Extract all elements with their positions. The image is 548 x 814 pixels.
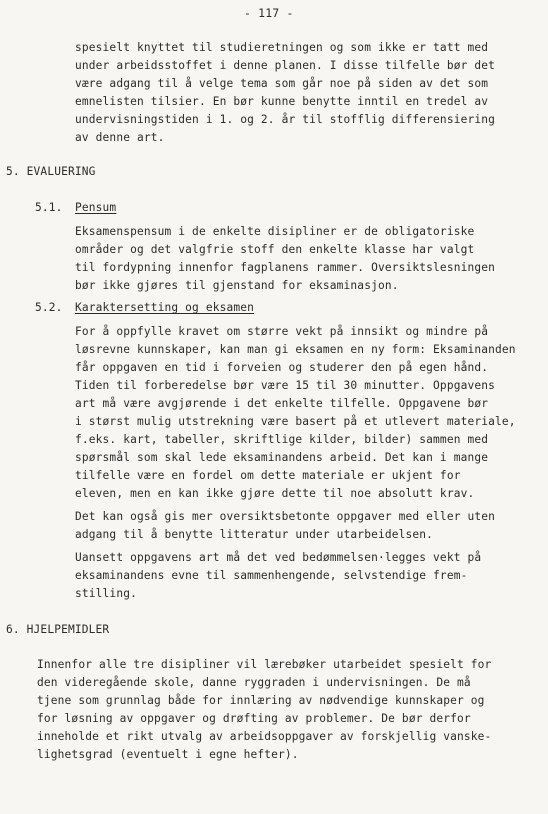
text-line: til fordypning innenfor fagplanens rammer. Oversiktslesningen <box>75 261 496 274</box>
section-heading-evaluering: 5. EVALUERING <box>6 165 96 178</box>
text-line: Uansett oppgavens art må det ved bedømmelsen·legges vekt på <box>75 551 482 564</box>
subsection-title-pensum: Pensum <box>75 201 117 214</box>
text-line: av denne art. <box>75 131 165 144</box>
page-number: - 117 - <box>244 6 294 20</box>
text-line: Eksamenspensum i de enkelte disipliner er de obligatoriske <box>75 225 475 238</box>
text-line: være adgang til å velge tema som går noe på siden av det som <box>75 77 489 90</box>
section-heading-hjelpemidler: 6. HJELPEMIDLER <box>6 623 110 636</box>
text-line: inneholde et rikt utvalg av arbeidsoppgaver av forskjellig vanske- <box>37 730 492 743</box>
text-line: Tiden til forberedelse bør være 15 til 30 minutter. Oppgavens <box>75 379 496 392</box>
subsection-title-karaktersetting: Karaktersetting og eksamen <box>75 301 255 314</box>
text-line: spørsmål som skal lede eksaminandens arbeid. Det kan i mange <box>75 451 489 464</box>
text-line: tilfelle være en fordel om dette materiale er ukjent for <box>75 469 461 482</box>
text-line: for løsning av oppgaver og drøfting av problemer. De bør derfor <box>37 712 471 725</box>
text-line: emnelisten tilsier. En bør kunne benytte inntil en tredel av <box>75 95 489 108</box>
text-line: For å oppfylle kravet om større vekt på innsikt og mindre på <box>75 325 489 338</box>
text-line: områder og det valgfrie stoff den enkelte klasse har valgt <box>75 243 475 256</box>
text-line: spesielt knyttet til studieretningen og som ikke er tatt med <box>75 41 489 54</box>
text-line: lighetsgrad (eventuelt i egne hefter). <box>37 748 299 761</box>
text-line: i størst mulig utstrekning være basert på et utlevert materiale, <box>75 415 516 428</box>
text-line: undervisningstiden i 1. og 2. år til stofflig differensiering <box>75 113 496 126</box>
text-line: Innenfor alle tre disipliner vil lærebøker utarbeidet spesielt for <box>37 658 492 671</box>
text-line: løsrevne kunnskaper, kan man gi eksamen en ny form: Eksaminanden <box>75 343 516 356</box>
text-line: eleven, men en kan ikke gjøre dette til noe absolutt krav. <box>75 487 475 500</box>
text-line: f.eks. kart, tabeller, skriftlige kilder, bilder) sammen med <box>75 433 489 446</box>
text-line: under arbeidsstoffet i denne planen. I disse tilfelle bør det <box>75 59 496 72</box>
text-line: tjene som grunnlag både for innlæring av nødvendige kunnskaper og <box>37 694 485 707</box>
text-line: Det kan også gis mer oversiktsbetonte oppgaver med eller uten <box>75 510 496 523</box>
text-line: bør ikke gjøres til gjenstand for eksaminasjon. <box>75 279 399 292</box>
text-line: stilling. <box>75 587 137 600</box>
subsection-number-5-2: 5.2. <box>35 301 63 314</box>
text-line: eksaminandens evne til sammenhengende, selvstendige frem- <box>75 569 468 582</box>
subsection-number-5-1: 5.1. <box>35 201 63 214</box>
text-line: den videregående skole, danne ryggraden i undervisningen. De må <box>37 676 471 689</box>
text-line: får oppgaven en tid i forveien og studerer den på egen hånd. <box>75 361 489 374</box>
text-line: art må være avgjørende i det enkelte tilfelle. Oppgavene bør <box>75 397 489 410</box>
text-line: adgang til å benytte litteratur under utarbeidelsen. <box>75 528 434 541</box>
